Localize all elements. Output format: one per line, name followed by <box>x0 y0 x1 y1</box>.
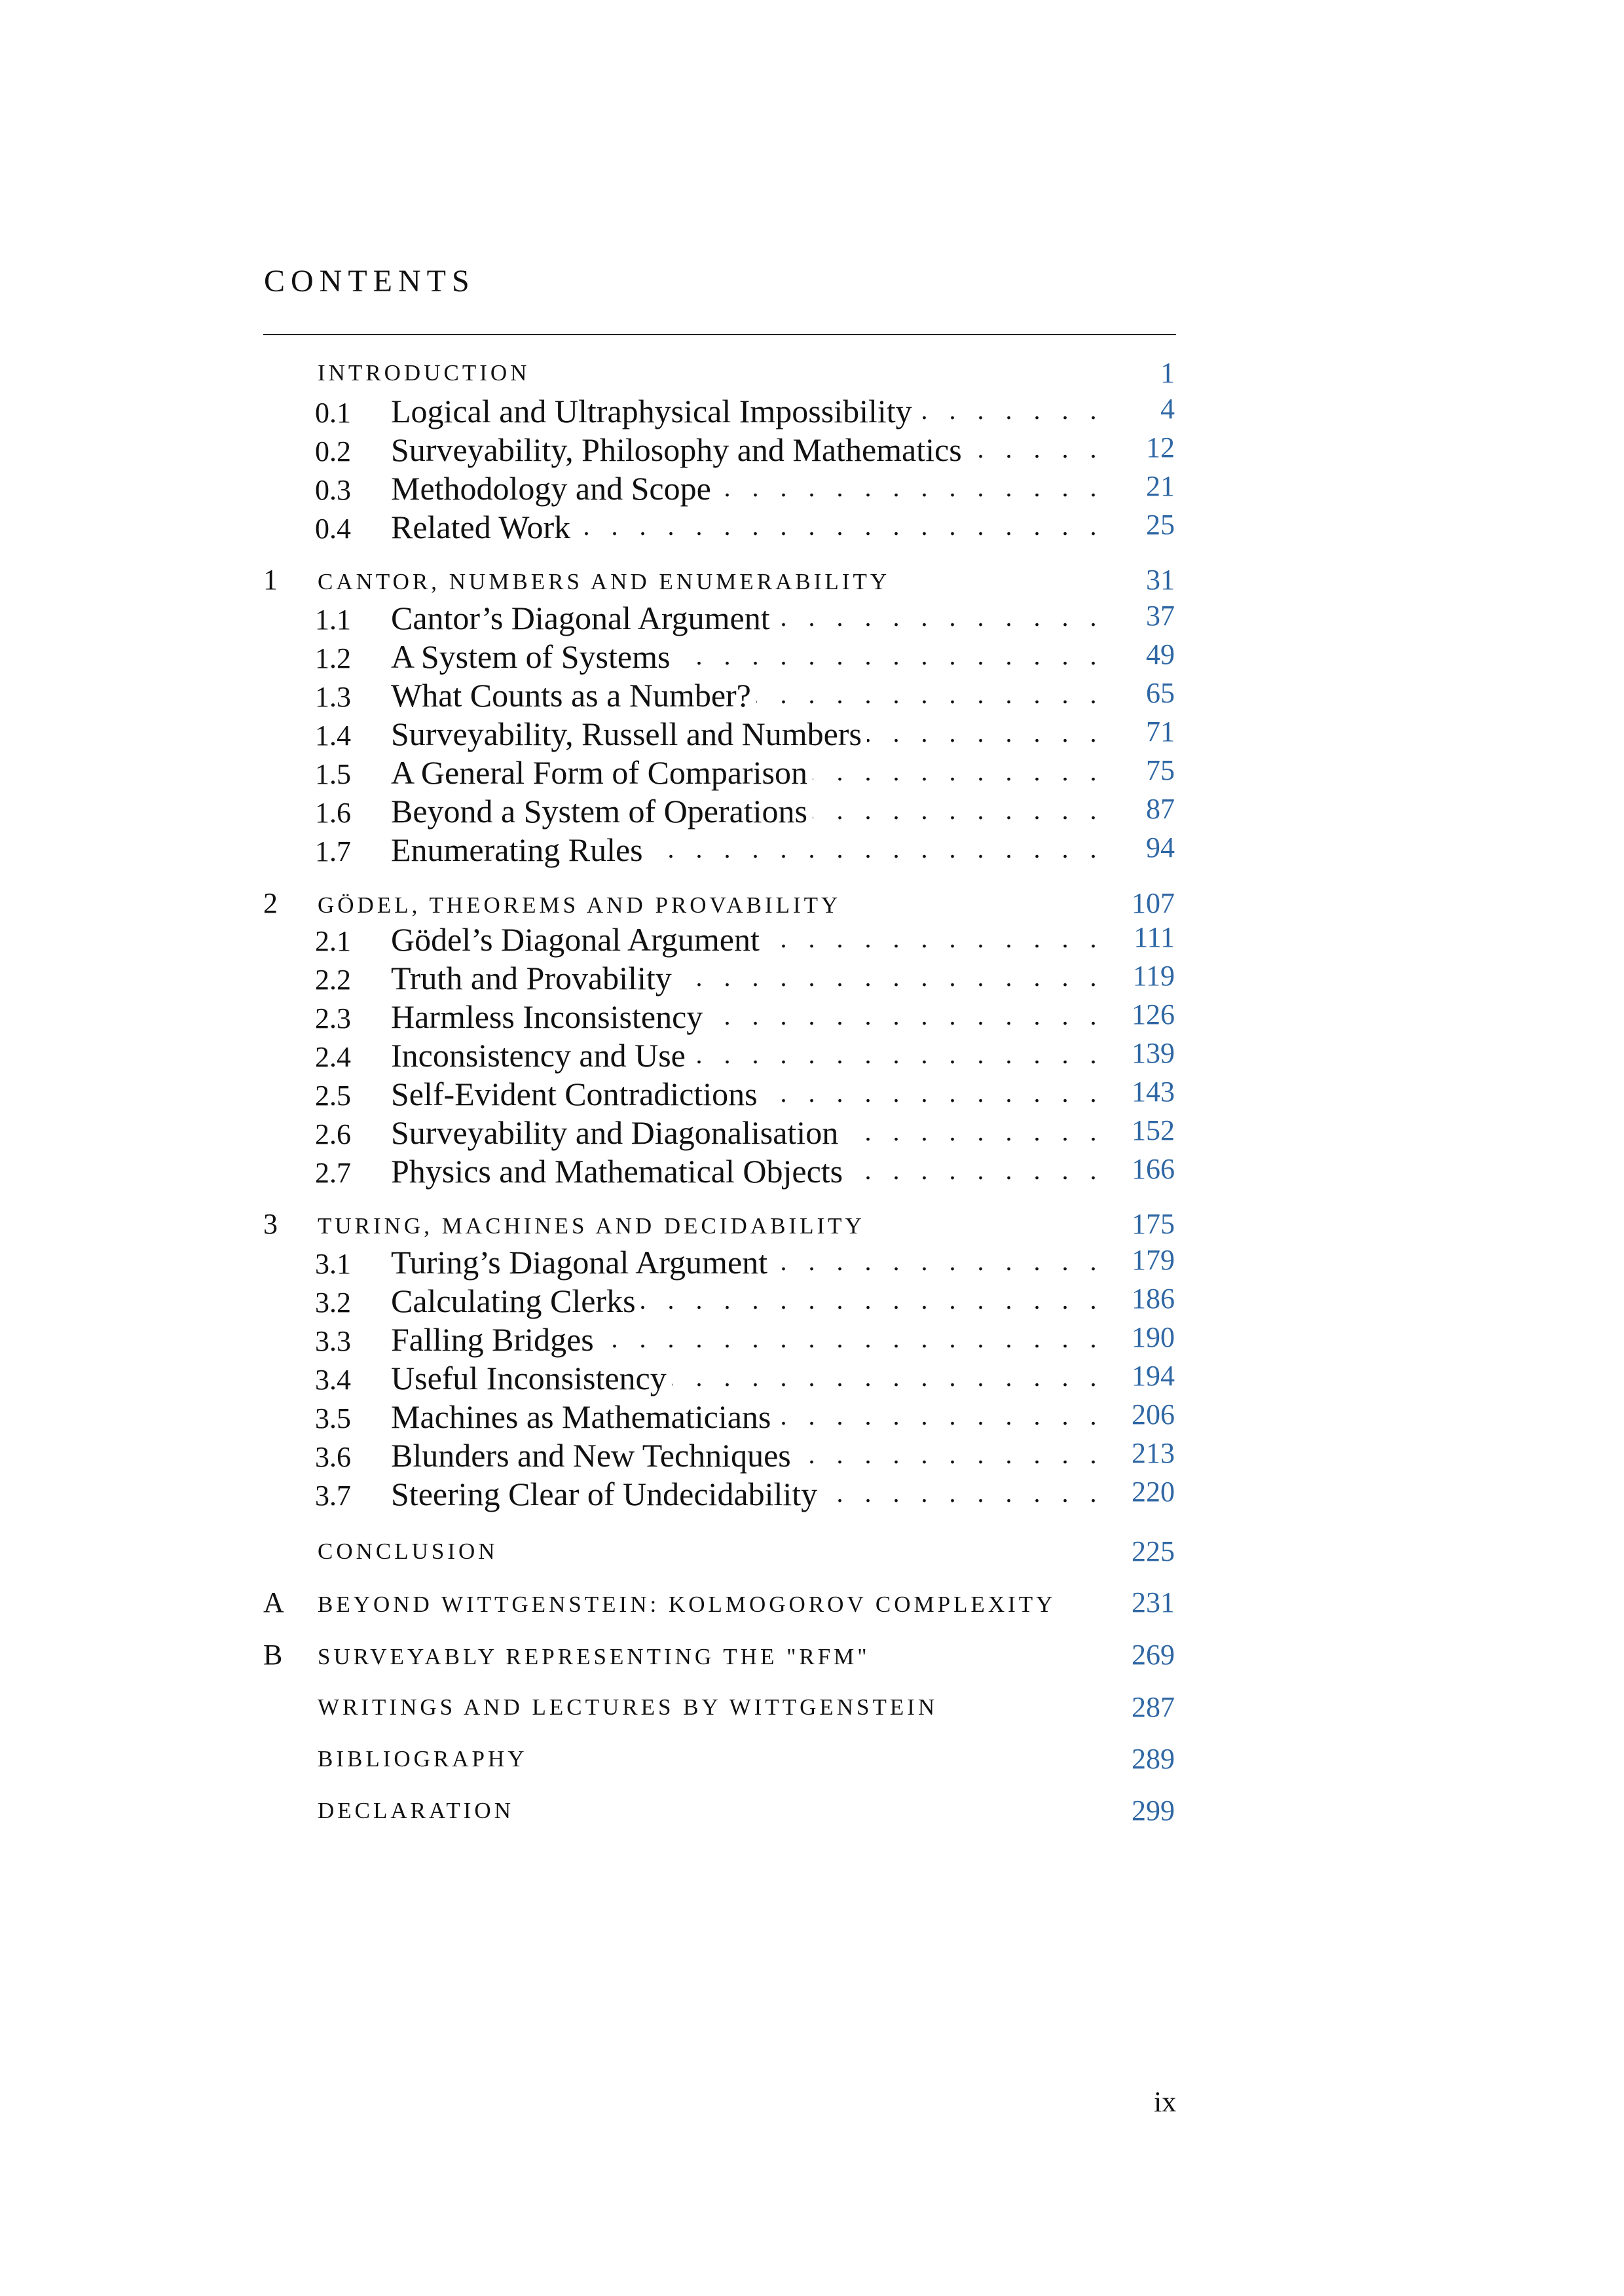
entry-number: 0.1 <box>315 397 351 429</box>
entry-number: 3.1 <box>315 1248 351 1280</box>
entry-title[interactable]: GÖDEL, THEOREMS AND PROVABILITY <box>318 892 841 918</box>
entry-page-link[interactable]: 37 <box>1146 600 1175 632</box>
entry-number: 1.1 <box>315 604 351 636</box>
title-rule <box>263 334 1176 335</box>
dot-leader <box>716 467 1104 500</box>
entry-page-link[interactable]: 1 <box>1160 357 1175 389</box>
dot-leader <box>763 1072 1104 1105</box>
entry-title[interactable]: Gödel’s Diagonal Argument <box>391 921 760 958</box>
toc-chapter-entry[interactable] <box>263 1583 1176 1622</box>
entry-number: 3.4 <box>315 1364 351 1396</box>
entry-title[interactable]: A General Form of Comparison <box>391 754 808 791</box>
entry-number: 3.2 <box>315 1286 351 1319</box>
toc-chapter-entry[interactable] <box>263 1791 1176 1831</box>
entry-page-link[interactable]: 71 <box>1146 716 1175 748</box>
entry-title[interactable]: Surveyability and Diagonalisation <box>391 1114 839 1151</box>
entry-number: 2.3 <box>315 1002 351 1034</box>
toc-section-entry[interactable] <box>263 1072 1176 1112</box>
toc-section-entry[interactable] <box>263 995 1176 1034</box>
dot-leader <box>776 1395 1104 1428</box>
entry-page-link[interactable]: 139 <box>1132 1037 1175 1069</box>
entry-number: 3.6 <box>315 1441 351 1473</box>
entry-number: 0.4 <box>315 513 351 545</box>
dot-leader <box>765 918 1104 951</box>
entry-title[interactable]: Turing’s Diagonal Argument <box>391 1244 768 1281</box>
entry-title[interactable]: BIBLIOGRAPHY <box>318 1746 528 1772</box>
toc-section-entry[interactable] <box>263 1241 1176 1280</box>
entry-page-link[interactable]: 25 <box>1146 509 1175 541</box>
entry-title[interactable]: Harmless Inconsistency <box>391 998 703 1035</box>
entry-title[interactable]: Self-Evident Contradictions <box>391 1076 758 1112</box>
toc-section-entry[interactable] <box>263 1111 1176 1150</box>
page-number-folio: ix <box>1154 2086 1177 2118</box>
toc-section-entry[interactable] <box>263 390 1176 429</box>
entry-number: 1.6 <box>315 797 351 829</box>
toc-chapter-entry[interactable] <box>263 1635 1176 1675</box>
dot-leader <box>813 790 1104 822</box>
entry-number: 2.1 <box>315 925 351 957</box>
dot-leader <box>867 712 1104 745</box>
entry-title[interactable]: A System of Systems <box>391 638 671 675</box>
toc-section-entry[interactable] <box>263 957 1176 996</box>
entry-title[interactable]: CANTOR, NUMBERS AND ENUMERABILITY <box>318 569 891 594</box>
entry-page-link[interactable]: 143 <box>1132 1076 1175 1108</box>
entry-page-link[interactable]: 220 <box>1132 1476 1175 1508</box>
entry-page-link[interactable]: 107 <box>1132 887 1175 919</box>
entry-number: 2.7 <box>315 1157 351 1189</box>
entry-title[interactable]: Truth and Provability <box>391 960 672 996</box>
entry-number: 0.3 <box>315 474 351 506</box>
entry-number: 2 <box>263 887 278 919</box>
toc-section-entry[interactable] <box>263 467 1176 506</box>
entry-number: A <box>263 1586 284 1618</box>
toc-chapter-entry[interactable] <box>263 1688 1176 1727</box>
dot-leader <box>648 828 1104 861</box>
entry-page-link[interactable]: 213 <box>1132 1437 1175 1469</box>
toc-section-entry[interactable] <box>263 428 1176 467</box>
dot-leader <box>599 1318 1104 1351</box>
dot-leader <box>691 1034 1104 1066</box>
entry-page-link[interactable]: 65 <box>1146 677 1175 709</box>
toc-chapter-entry[interactable] <box>263 1740 1176 1779</box>
entry-page-link[interactable]: 111 <box>1134 921 1175 953</box>
toc-section-entry[interactable] <box>263 790 1176 829</box>
toc-chapter-entry[interactable] <box>263 354 1176 393</box>
entry-title[interactable]: WRITINGS AND LECTURES BY WITTGENSTEIN <box>318 1694 938 1720</box>
entry-title[interactable]: Inconsistency and Use <box>391 1037 686 1074</box>
entry-page-link[interactable]: 186 <box>1132 1283 1175 1315</box>
dot-leader <box>848 1150 1104 1182</box>
dot-leader <box>843 1111 1104 1144</box>
entry-number: B <box>263 1639 283 1671</box>
toc-section-entry[interactable] <box>263 1318 1176 1357</box>
toc-chapter-entry[interactable] <box>263 884 1176 923</box>
entry-number: 2.5 <box>315 1080 351 1112</box>
entry-number: 3.3 <box>315 1325 351 1357</box>
entry-page-link[interactable]: 269 <box>1132 1639 1175 1671</box>
entry-number: 2.4 <box>315 1041 351 1073</box>
toc-chapter-entry[interactable] <box>263 1532 1176 1571</box>
toc-section-entry[interactable] <box>263 828 1176 867</box>
toc-section-entry[interactable] <box>263 1395 1176 1434</box>
entry-title[interactable]: Logical and Ultraphysical Impossibility <box>391 393 912 429</box>
entry-page-link[interactable]: 94 <box>1146 831 1175 864</box>
entry-title[interactable]: Surveyability, Russell and Numbers <box>391 716 862 752</box>
dot-leader <box>576 505 1104 538</box>
entry-title[interactable]: TURING, MACHINES AND DECIDABILITY <box>318 1213 865 1239</box>
dot-leader <box>773 1241 1104 1273</box>
entry-page-link[interactable]: 4 <box>1160 393 1175 425</box>
entry-page-link[interactable]: 126 <box>1132 998 1175 1030</box>
entry-page-link[interactable]: 21 <box>1146 470 1175 502</box>
entry-page-link[interactable]: 225 <box>1132 1535 1175 1567</box>
entry-title[interactable]: Steering Clear of Undecidability <box>391 1476 818 1512</box>
toc-section-entry[interactable] <box>263 635 1176 674</box>
entry-number: 2.6 <box>315 1118 351 1150</box>
dot-leader <box>813 751 1104 784</box>
entry-page-link[interactable]: 175 <box>1132 1208 1175 1240</box>
entry-number: 1.4 <box>315 720 351 752</box>
entry-page-link[interactable]: 194 <box>1132 1360 1175 1392</box>
entry-number: 3.7 <box>315 1480 351 1512</box>
entry-number: 3 <box>263 1208 278 1240</box>
entry-page-link[interactable]: 49 <box>1146 638 1175 670</box>
entry-page-link[interactable]: 31 <box>1146 564 1175 596</box>
dot-leader <box>708 995 1104 1028</box>
dot-leader <box>967 428 1104 461</box>
dot-leader <box>677 957 1104 989</box>
toc-section-entry[interactable] <box>263 505 1176 545</box>
entry-title[interactable]: SURVEYABLY REPRESENTING THE "RFM" <box>318 1644 870 1669</box>
dot-leader <box>796 1434 1104 1467</box>
toc-section-entry[interactable] <box>263 596 1176 636</box>
dot-leader <box>675 635 1104 668</box>
entry-title[interactable]: Machines as Mathematicians <box>391 1398 771 1435</box>
entry-title[interactable]: Calculating Clerks <box>391 1283 636 1319</box>
entry-page-link[interactable]: 179 <box>1132 1244 1175 1276</box>
entry-page-link[interactable]: 231 <box>1132 1586 1175 1618</box>
toc-section-entry[interactable] <box>263 751 1176 790</box>
entry-number: 3.5 <box>315 1402 351 1434</box>
entry-number: 1 <box>263 564 278 596</box>
entry-title[interactable]: Enumerating Rules <box>391 831 643 868</box>
entry-page-link[interactable]: 12 <box>1146 431 1175 464</box>
entry-page-link[interactable]: 87 <box>1146 793 1175 825</box>
entry-number: 1.5 <box>315 758 351 790</box>
entry-page-link[interactable]: 287 <box>1132 1691 1175 1723</box>
toc-chapter-entry[interactable] <box>263 560 1176 600</box>
entry-title[interactable]: INTRODUCTION <box>318 360 530 386</box>
entry-page-link[interactable]: 206 <box>1132 1398 1175 1430</box>
toc-section-entry[interactable] <box>263 1034 1176 1073</box>
entry-title[interactable]: Physics and Mathematical Objects <box>391 1153 843 1190</box>
toc-section-entry[interactable] <box>263 1472 1176 1512</box>
page-title: CONTENTS <box>264 264 475 299</box>
entry-number: 0.2 <box>315 435 351 467</box>
entry-number: 1.3 <box>315 681 351 713</box>
entry-title[interactable]: Falling Bridges <box>391 1321 594 1358</box>
dot-leader <box>775 596 1104 629</box>
toc-section-entry[interactable] <box>263 1357 1176 1396</box>
entry-title[interactable]: Related Work <box>391 509 571 545</box>
entry-page-link[interactable]: 75 <box>1146 754 1175 786</box>
entry-title[interactable]: Methodology and Scope <box>391 470 711 507</box>
entry-title[interactable]: CONCLUSION <box>318 1539 498 1564</box>
entry-title[interactable]: BEYOND WITTGENSTEIN: KOLMOGOROV COMPLEXITY <box>318 1592 1056 1617</box>
entry-page-link[interactable]: 166 <box>1132 1153 1175 1185</box>
entry-title[interactable]: DECLARATION <box>318 1798 514 1823</box>
entry-number: 1.2 <box>315 642 351 674</box>
entry-page-link[interactable]: 190 <box>1132 1321 1175 1353</box>
toc-chapter-entry[interactable] <box>263 1205 1176 1244</box>
entry-page-link[interactable]: 289 <box>1132 1743 1175 1775</box>
entry-number: 2.2 <box>315 964 351 996</box>
toc-section-entry[interactable] <box>263 918 1176 957</box>
entry-title[interactable]: Blunders and New Techniques <box>391 1437 791 1474</box>
dot-leader <box>756 674 1104 706</box>
entry-title[interactable]: Useful Inconsistency <box>391 1360 667 1396</box>
dot-leader <box>822 1472 1104 1505</box>
entry-page-link[interactable]: 119 <box>1132 960 1175 992</box>
toc-section-entry[interactable] <box>263 674 1176 713</box>
entry-number: 1.7 <box>315 835 351 867</box>
entry-title[interactable]: Cantor’s Diagonal Argument <box>391 600 770 636</box>
entry-title[interactable]: What Counts as a Number? <box>391 677 751 714</box>
entry-page-link[interactable]: 152 <box>1132 1114 1175 1146</box>
toc-section-entry[interactable] <box>263 1434 1176 1473</box>
dot-leader <box>917 390 1104 422</box>
toc-section-entry[interactable] <box>263 1150 1176 1189</box>
entry-title[interactable]: Surveyability, Philosophy and Mathematics <box>391 431 962 468</box>
entry-page-link[interactable]: 299 <box>1132 1795 1175 1827</box>
toc-section-entry[interactable] <box>263 712 1176 752</box>
dot-leader <box>641 1279 1104 1312</box>
toc-section-entry[interactable] <box>263 1279 1176 1319</box>
entry-title[interactable]: Beyond a System of Operations <box>391 793 808 829</box>
dot-leader <box>672 1357 1104 1389</box>
